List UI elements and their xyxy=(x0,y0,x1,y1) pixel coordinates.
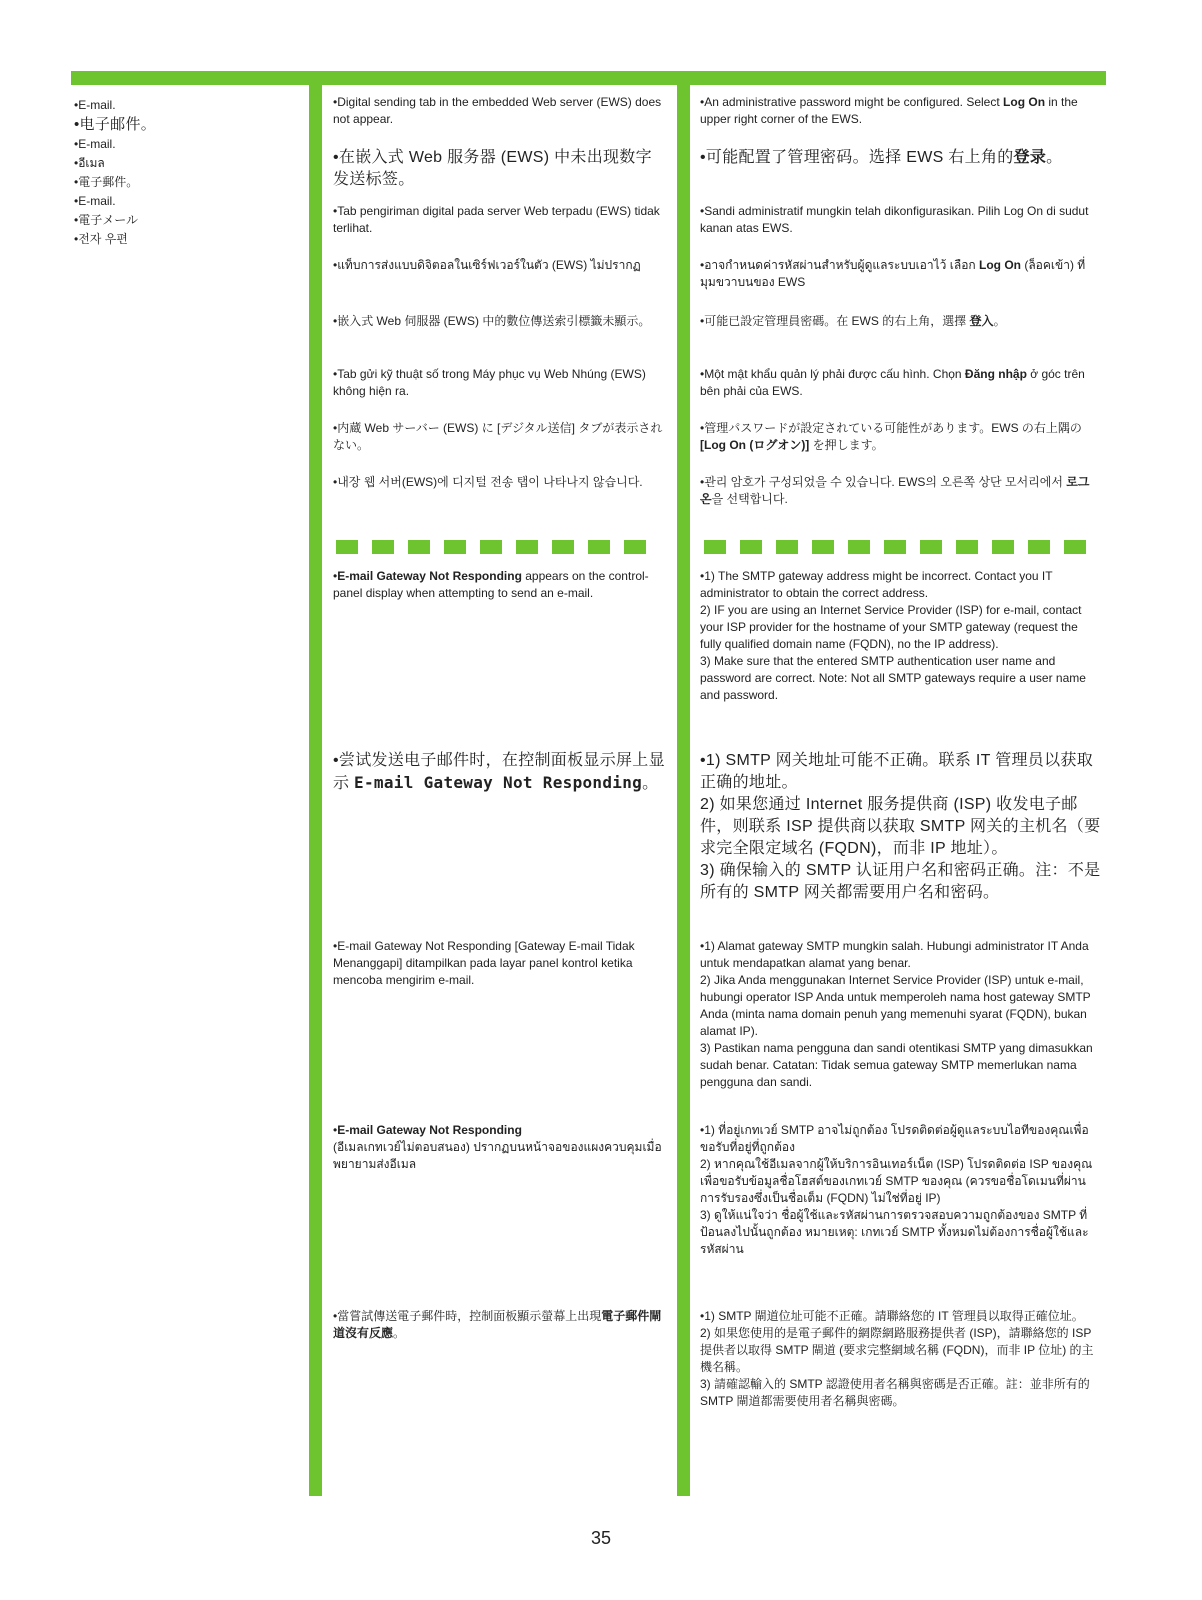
solution-text: •관리 암호가 구성되었을 수 있습니다. EWS의 오른쪽 상단 모서리에서 로그온을 선택합니다. xyxy=(700,475,1090,506)
list-item: •E-mail. xyxy=(74,194,116,208)
dash-segment xyxy=(992,540,1014,554)
dash-segment xyxy=(1028,540,1050,554)
dash-segment xyxy=(336,540,358,554)
solution-text: •Sandi administratif mungkin telah dikonfigurasikan. Pilih Log On di sudut kanan atas EWS. xyxy=(700,204,1089,235)
solution-text: •1) SMTP 网关地址可能不正确。联系 IT 管理员以获取正确的地址。 2) 如果您通过 Internet 服务提供商 (ISP) 收发电子邮件，则联系 ISP 提供商以获取 SMTP 网关的主机名（要求完全限定域名 (FQDN)，而非 IP 地址）。 3) 确保输入的 SMTP 认证用户名和密码正确。注：不是所有的 SMTP 网关都需要用户名和密码。 xyxy=(700,752,1101,901)
problem-text: •แท็บการส่งแบบดิจิตอลในเซิร์ฟเวอร์ในตัว (EWS) ไม่ปรากฏ xyxy=(333,258,641,272)
top-bar xyxy=(71,71,1106,85)
solution-text: •1) Alamat gateway SMTP mungkin salah. Hubungi administrator IT Anda untuk mendapatkan alamat yang benar. 2) Jika Anda menggunakan Internet Service Provider (ISP) untuk e-mail, hubungi operator ISP Anda untuk memperoleh nama host gateway SMTP Anda (minta nama domain penuh yang memenuhi syarat (FQDN), bukan alamat IP). 3) Pastikan nama pengguna dan sandi otentikasi SMTP yang dimasukkan sudah benar. Catatan: Tidak semua gateway SMTP memerlukan nama pengguna dan sandi. xyxy=(700,939,1093,1089)
solution-text: •管理パスワードが設定されている可能性があります。EWS の右上隅の [Log On (ログオン)] を押します。 xyxy=(700,421,1082,452)
dash-segment xyxy=(372,540,394,554)
list-item: •電子郵件。 xyxy=(74,175,139,189)
dash-segment xyxy=(848,540,870,554)
dash-segment xyxy=(624,540,646,554)
solution-text: •可能已設定管理員密碼。在 EWS 的右上角，選擇 登入。 xyxy=(700,314,1006,328)
dash-segment xyxy=(812,540,834,554)
dash-segment xyxy=(588,540,610,554)
dash-segment xyxy=(1064,540,1086,554)
dash-segment xyxy=(480,540,502,554)
list-item: •E-mail. xyxy=(74,137,116,151)
dash-segment xyxy=(516,540,538,554)
solution-text: •An administrative password might be configured. Select Log On in the upper right corner of the EWS. xyxy=(700,95,1078,126)
solution-text: •Một mật khẩu quản lý phải được cấu hình. Chọn Đăng nhập ở góc trên bên phải của EWS. xyxy=(700,367,1085,398)
dash-segment xyxy=(444,540,466,554)
list-item: •电子邮件。 xyxy=(74,116,157,133)
dash-segment xyxy=(956,540,978,554)
list-item: •전자 우편 xyxy=(74,232,128,246)
solution-text: •1) SMTP 閘道位址可能不正確。請聯絡您的 IT 管理員以取得正確位址。 2) 如果您使用的是電子郵件的網際網路服務提供者 (ISP)，請聯絡您的 ISP 提供者以取得 SMTP 閘道 (要求完整網域名稱 (FQDN)，而非 IP 位址) 的主機名稱。 3) 請確認輸入的 SMTP 認證使用者名稱與密碼是否正確。註：並非所有的 SMTP 閘道都需要使用者名稱與密碼。 xyxy=(700,1309,1094,1408)
problem-text: •在嵌入式 Web 服务器 (EWS) 中未出现数字发送标签。 xyxy=(333,149,652,188)
problem-text: •嵌入式 Web 伺服器 (EWS) 中的數位傳送索引標籤未顯示。 xyxy=(333,314,651,328)
dash-segment xyxy=(884,540,906,554)
problem-text: •當嘗試傳送電子郵件時，控制面板顯示螢幕上出現電子郵件閘道沒有反應。 xyxy=(333,1309,662,1340)
problem-text: •Tab pengiriman digital pada server Web terpadu (EWS) tidak terlihat. xyxy=(333,204,660,235)
solution-text: •1) ที่อยู่เกทเวย์ SMTP อาจไม่ถูกต้อง โปรดติดต่อผู้ดูแลระบบไอทีของคุณเพื่อขอรับที่อยู่ที่ถูกต้อง 2) หากคุณใช้อีเมลจากผู้ให้บริการอินเทอร์เน็ต (ISP) โปรดติดต่อ ISP ของคุณเพื่อขอรับข้อมูลชื่อโฮสต์ของเกทเวย์ SMTP ของคุณ (ควรขอชื่อโดเมนที่ผ่านการรับรองซึ่งเป็นชื่อเต็ม (FQDN) ไม่ใช่ที่อยู่ IP) 3) ดูให้แน่ใจว่า ชื่อผู้ใช้และรหัสผ่านการตรวจสอบความถูกต้องของ SMTP ที่ป้อนลงไปนั้นถูกต้อง หมายเหตุ: เกทเวย์ SMTP ทั้งหมดไม่ต้องการชื่อผู้ใช้และรหัสผ่าน xyxy=(700,1123,1093,1256)
problem-text: •内蔵 Web サーバー (EWS) に [デジタル送信] タブが表示されない。 xyxy=(333,421,663,452)
problem-text: •尝试发送电子邮件时，在控制面板显示屏上显示 E-mail Gateway Not Responding。 xyxy=(333,752,665,792)
divider-right xyxy=(677,71,690,1496)
dash-segment xyxy=(740,540,762,554)
dash-segment xyxy=(704,540,726,554)
problem-text: •Tab gửi kỹ thuật số trong Máy phục vụ Web Nhúng (EWS) không hiện ra. xyxy=(333,367,646,398)
list-item: •E-mail. xyxy=(74,98,116,112)
solution-text: •1) The SMTP gateway address might be incorrect. Contact you IT administrator to obtain the correct address. 2) IF you are using an Internet Service Provider (ISP) for e-mail, contact your ISP provider for the hostname of your SMTP gateway (request the fully qualified domain name (FQDN), no the IP address). 3) Make sure that the entered SMTP authentication user name and password are correct. Note: Not all SMTP gateways require a user name and password. xyxy=(700,569,1086,702)
dash-segment xyxy=(776,540,798,554)
problem-text: •E-mail Gateway Not Responding (อีเมลเกทเวย์ไม่ตอบสนอง) ปรากฏบนหน้าจอของแผงควบคุมเมื่อพยายามส่งอีเมล xyxy=(333,1123,662,1171)
dash-segment xyxy=(552,540,574,554)
list-item: •อีเมล xyxy=(74,156,105,170)
divider-left xyxy=(309,71,322,1496)
page-number: 35 xyxy=(590,1528,612,1548)
dash-segment xyxy=(920,540,942,554)
solution-text: •可能配置了管理密码。选择 EWS 右上角的登录。 xyxy=(700,149,1063,166)
problem-text: •Digital sending tab in the embedded Web server (EWS) does not appear. xyxy=(333,95,662,126)
problem-text: •E-mail Gateway Not Responding appears on the control-panel display when attempting to send an e-mail. xyxy=(333,569,649,600)
dash-segment xyxy=(408,540,430,554)
list-item: •電子メール xyxy=(74,213,138,227)
solution-text: •อาจกำหนดค่ารหัสผ่านสำหรับผู้ดูแลระบบเอาไว้ เลือก Log On (ล็อคเข้า) ที่มุมขวาบนของ EWS xyxy=(700,258,1086,289)
problem-text: •E-mail Gateway Not Responding [Gateway E-mail Tidak Menanggapi] ditampilkan pada layar panel kontrol ketika mencoba mengirim e-mail. xyxy=(333,939,635,987)
problem-text: •내장 웹 서버(EWS)에 디지털 전송 탭이 나타나지 않습니다. xyxy=(333,475,643,489)
left-language-list xyxy=(74,96,294,249)
